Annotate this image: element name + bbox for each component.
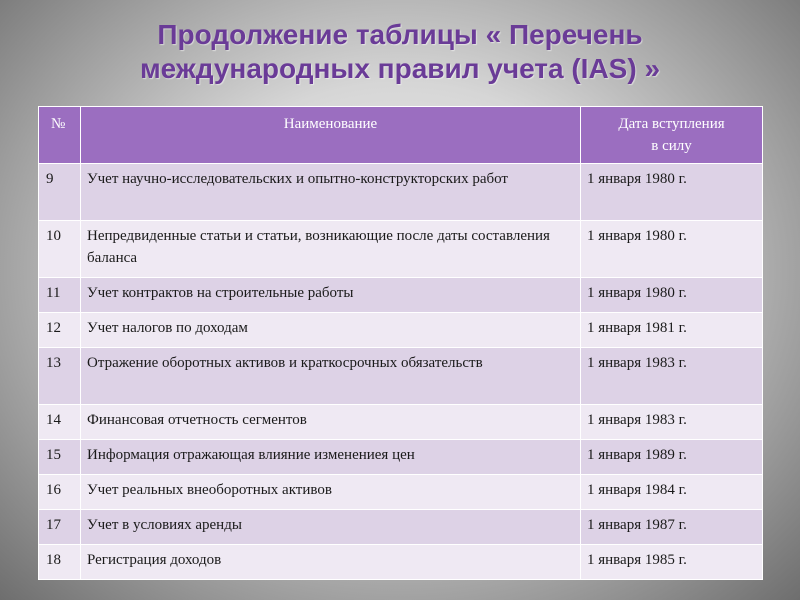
- row-number: 9: [39, 164, 81, 221]
- table-row: [39, 510, 763, 545]
- header-name: Наименование: [81, 107, 581, 164]
- table-row: [39, 405, 763, 440]
- ias-standards-table: [38, 106, 763, 580]
- row-name: Информация отражающая влияние изменениея цен: [81, 440, 581, 475]
- row-name: Учет налогов по доходам: [81, 313, 581, 348]
- header-date-line-2: в силу: [651, 138, 692, 154]
- row-number: 16: [39, 475, 81, 510]
- table-row: [39, 545, 763, 580]
- row-date: 1 января 1983 г.: [581, 348, 763, 405]
- table-row: [39, 164, 763, 221]
- table-row: [39, 313, 763, 348]
- table-header-row: [39, 107, 763, 164]
- header-effective-date: [581, 107, 763, 164]
- row-date: 1 января 1981 г.: [581, 313, 763, 348]
- ias-table-container: [38, 106, 762, 580]
- row-number: 18: [39, 545, 81, 580]
- row-name: Учет в условиях аренды: [81, 510, 581, 545]
- slide-title-line-1: Продолжение таблицы « Перечень: [157, 19, 643, 50]
- table-row: [39, 440, 763, 475]
- row-number: 12: [39, 313, 81, 348]
- row-date: 1 января 1989 г.: [581, 440, 763, 475]
- row-date: 1 января 1980 г.: [581, 164, 763, 221]
- header-number: №: [39, 107, 81, 164]
- row-date: 1 января 1987 г.: [581, 510, 763, 545]
- row-date: 1 января 1980 г.: [581, 278, 763, 313]
- row-date: 1 января 1984 г.: [581, 475, 763, 510]
- row-number: 14: [39, 405, 81, 440]
- row-name: Учет научно-исследовательских и опытно-конструкторских работ: [81, 164, 581, 221]
- table-row: [39, 348, 763, 405]
- table-row: [39, 475, 763, 510]
- row-name: Финансовая отчетность сегментов: [81, 405, 581, 440]
- row-name: Отражение оборотных активов и краткосрочных обязательств: [81, 348, 581, 405]
- row-name: Учет реальных внеоборотных активов: [81, 475, 581, 510]
- slide-title-line-2: международных правил учета (IAS) »: [139, 53, 661, 84]
- table-row: [39, 221, 763, 278]
- row-date: 1 января 1985 г.: [581, 545, 763, 580]
- row-date: 1 января 1980 г.: [581, 221, 763, 278]
- slide-title: [0, 18, 800, 86]
- row-date: 1 января 1983 г.: [581, 405, 763, 440]
- row-number: 15: [39, 440, 81, 475]
- row-number: 11: [39, 278, 81, 313]
- row-number: 17: [39, 510, 81, 545]
- row-number: 10: [39, 221, 81, 278]
- row-number: 13: [39, 348, 81, 405]
- row-name: Регистрация доходов: [81, 545, 581, 580]
- table-row: [39, 278, 763, 313]
- row-name: Непредвиденные статьи и статьи, возникающие после даты составления баланса: [81, 221, 581, 278]
- row-name: Учет контрактов на строительные работы: [81, 278, 581, 313]
- header-date-line-1: Дата вступления: [618, 116, 725, 132]
